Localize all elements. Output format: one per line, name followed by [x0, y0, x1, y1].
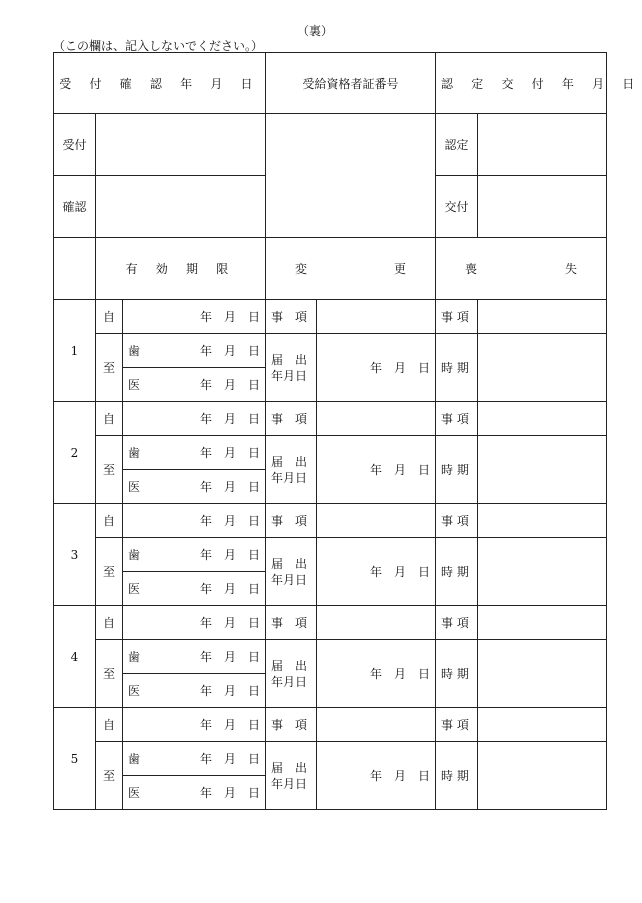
filed-date-label: 届 出 年月日: [266, 436, 317, 504]
change-item-label: 事 項: [266, 300, 317, 334]
change-item-cell[interactable]: [317, 402, 436, 436]
header-receipt-date: 受 付 確 認 年 月 日: [54, 53, 266, 114]
loss-item-label: 事 項: [436, 504, 478, 538]
validity-header: 有 効 期 限: [96, 238, 266, 300]
filed-date-cell[interactable]: 年 月 日: [317, 436, 436, 504]
confirmed-date-cell[interactable]: [96, 176, 266, 238]
filed-date-cell[interactable]: 年 月 日: [317, 742, 436, 810]
certified-date-cell[interactable]: [478, 114, 607, 176]
filed-date-label: 届 出 年月日: [266, 640, 317, 708]
dental-date-cell[interactable]: 歯 年 月 日: [123, 640, 266, 674]
to-label: 至: [96, 640, 123, 708]
from-label: 自: [96, 708, 123, 742]
loss-period-label: 時 期: [436, 640, 478, 708]
filed-date-cell[interactable]: 年 月 日: [317, 640, 436, 708]
from-label: 自: [96, 606, 123, 640]
dental-date-cell[interactable]: 歯 年 月 日: [123, 538, 266, 572]
filed-date-label: 届 出 年月日: [266, 742, 317, 810]
header-cert-number: 受給資格者証番号: [266, 53, 436, 114]
change-item-label: 事 項: [266, 708, 317, 742]
loss-item-cell[interactable]: [478, 606, 607, 640]
record-table: [53, 52, 642, 810]
loss-period-label: 時 期: [436, 538, 478, 606]
loss-period-cell[interactable]: [478, 742, 607, 810]
loss-period-label: 時 期: [436, 742, 478, 810]
loss-header: 喪 失: [436, 238, 607, 300]
change-item-label: 事 項: [266, 504, 317, 538]
loss-item-label: 事 項: [436, 708, 478, 742]
filed-date-label: 届 出 年月日: [266, 538, 317, 606]
loss-period-cell[interactable]: [478, 334, 607, 402]
from-label: 自: [96, 300, 123, 334]
certified-label: 認定: [436, 114, 478, 176]
filed-date-cell[interactable]: 年 月 日: [317, 334, 436, 402]
dental-date-cell[interactable]: 歯 年 月 日: [123, 436, 266, 470]
filed-date-cell[interactable]: 年 月 日: [317, 538, 436, 606]
change-item-cell[interactable]: [317, 708, 436, 742]
loss-item-label: 事 項: [436, 402, 478, 436]
loss-period-label: 時 期: [436, 436, 478, 504]
loss-item-cell[interactable]: [478, 300, 607, 334]
change-item-cell[interactable]: [317, 300, 436, 334]
change-item-label: 事 項: [266, 606, 317, 640]
entry-number: 2: [54, 402, 96, 504]
from-label: 自: [96, 402, 123, 436]
confirmed-label: 確認: [54, 176, 96, 238]
page-heading: （裏）: [296, 24, 333, 38]
from-date-cell[interactable]: 年 月 日: [123, 402, 266, 436]
to-label: 至: [96, 742, 123, 810]
from-date-cell[interactable]: 年 月 日: [123, 504, 266, 538]
medical-date-cell[interactable]: 医 年 月 日: [123, 572, 266, 606]
to-label: 至: [96, 436, 123, 504]
cert-number-cell[interactable]: [266, 114, 436, 238]
header-issue-date: 認 定 交 付 年 月 日: [436, 53, 607, 114]
loss-period-label: 時 期: [436, 334, 478, 402]
from-label: 自: [96, 504, 123, 538]
dental-date-cell[interactable]: 歯 年 月 日: [123, 742, 266, 776]
medical-date-cell[interactable]: 医 年 月 日: [123, 470, 266, 504]
loss-item-cell[interactable]: [478, 504, 607, 538]
from-date-cell[interactable]: 年 月 日: [123, 708, 266, 742]
from-date-cell[interactable]: 年 月 日: [123, 300, 266, 334]
loss-item-cell[interactable]: [478, 708, 607, 742]
from-date-cell[interactable]: 年 月 日: [123, 606, 266, 640]
loss-item-label: 事 項: [436, 300, 478, 334]
entry-number: 4: [54, 606, 96, 708]
medical-date-cell[interactable]: 医 年 月 日: [123, 674, 266, 708]
change-item-cell[interactable]: [317, 504, 436, 538]
blank-cell: [54, 238, 96, 300]
received-label: 受付: [54, 114, 96, 176]
entry-number: 3: [54, 504, 96, 606]
received-date-cell[interactable]: [96, 114, 266, 176]
medical-date-cell[interactable]: 医 年 月 日: [123, 368, 266, 402]
loss-period-cell[interactable]: [478, 640, 607, 708]
issued-label: 交付: [436, 176, 478, 238]
filed-date-label: 届 出 年月日: [266, 334, 317, 402]
change-header: 変 更: [266, 238, 436, 300]
to-label: 至: [96, 538, 123, 606]
loss-period-cell[interactable]: [478, 436, 607, 504]
loss-item-cell[interactable]: [478, 402, 607, 436]
to-label: 至: [96, 334, 123, 402]
entry-number: 1: [54, 300, 96, 402]
change-item-label: 事 項: [266, 402, 317, 436]
loss-item-label: 事 項: [436, 606, 478, 640]
note-do-not-fill: （この欄は、記入しないでください。）: [53, 39, 264, 53]
change-item-cell[interactable]: [317, 606, 436, 640]
entry-number: 5: [54, 708, 96, 810]
dental-date-cell[interactable]: 歯 年 月 日: [123, 334, 266, 368]
issued-date-cell[interactable]: [478, 176, 607, 238]
medical-date-cell[interactable]: 医 年 月 日: [123, 776, 266, 810]
loss-period-cell[interactable]: [478, 538, 607, 606]
